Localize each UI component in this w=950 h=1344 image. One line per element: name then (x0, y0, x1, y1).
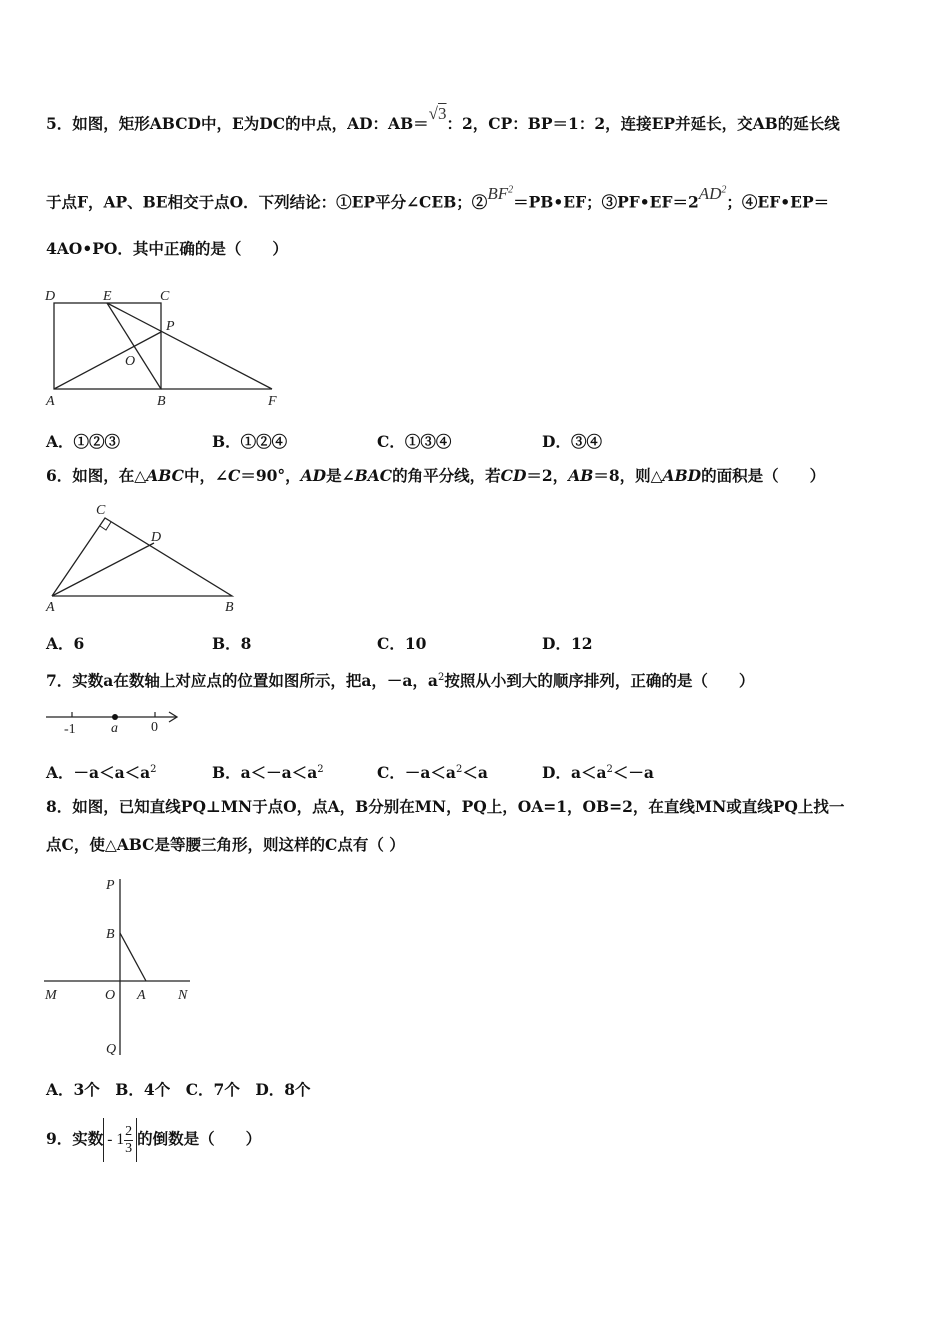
q6-option-c[interactable]: C．10 (377, 634, 427, 653)
q5-option-b[interactable]: B．①②④ (212, 432, 288, 451)
q7-line1: 7．实数a在数轴上对应点的位置如图所示，把a，－a，$a^2$按照从小到大的顺序排列，正确的是（ ） (46, 671, 755, 691)
q7-number-line (42, 704, 187, 738)
q8-figure (40, 875, 200, 1060)
q7-option-c[interactable]: C．$-a<a^2<a$ (377, 763, 488, 783)
q5-option-a[interactable]: A．①②③ (46, 432, 121, 451)
q7-option-b[interactable]: B．$a<-a<a^2$ (212, 763, 324, 783)
q5-line1: 5．如图，矩形ABCD中，E为DC的中点，AD：AB＝√3：2，CP：BP＝1：2，连接EP并延长，交AB的延长线 (46, 104, 840, 133)
q9-line1: 9．实数 - 1 $\frac{2}{3}$ 的倒数是（ ） (46, 1115, 261, 1163)
label-D: D (151, 530, 162, 545)
label-C: C (160, 289, 170, 304)
q5-option-d[interactable]: D．③④ (542, 432, 602, 451)
label-zero: 0 (151, 720, 158, 735)
q5-line3: 4AO•PO．其中正确的是（ ） (46, 239, 288, 258)
label-A: A (46, 394, 55, 409)
q6-figure (40, 498, 250, 618)
label-P: P (106, 878, 115, 893)
sqrt-expression: √3 (428, 104, 447, 123)
label-minus-one: -1 (64, 722, 76, 737)
label-O: O (125, 354, 136, 369)
q8-line2: 点C，使△ABC是等腰三角形，则这样的C点有（ ） (46, 835, 405, 854)
label-P: P (166, 319, 175, 334)
label-N: N (178, 988, 188, 1003)
label-D: D (45, 289, 56, 304)
label-A: A (46, 600, 55, 615)
fraction: $\frac{2}{3}$ (125, 1123, 133, 1156)
q5-line2: 于点F，AP、BE相交于点O．下列结论：①EP平分∠CEB；$②BF^2=PB•EF$；$③PF•EF=2AD^2$；④EF•EP＝ (46, 183, 830, 212)
label-B: B (106, 927, 115, 942)
q8-line1: 8．如图，已知直线PQ⊥MN于点O，点A，B分别在MN，PQ上，OA=1，OB=2，在直线MN或直线PQ上找一 (46, 797, 845, 816)
ad-squared: $AD^2$ (698, 183, 727, 203)
label-F: F (268, 394, 277, 409)
label-O: O (105, 988, 116, 1003)
label-a: a (111, 721, 118, 736)
label-M: M (45, 988, 57, 1003)
q7-option-a[interactable]: A．$-a<a<a^2$ (46, 763, 157, 783)
label-C: C (96, 503, 106, 518)
q6-option-d[interactable]: D．12 (542, 634, 593, 653)
bf-squared: $BF^2$ (487, 183, 514, 203)
q5-option-c[interactable]: C．①③④ (377, 432, 452, 451)
q6-option-a[interactable]: A．6 (46, 634, 85, 653)
label-B: B (157, 394, 166, 409)
absolute-value: - 1 $\frac{2}{3}$ (103, 1118, 137, 1162)
label-Q: Q (106, 1042, 117, 1057)
q8-options[interactable]: A．3个 B．4个 C．7个 D．8个 (46, 1080, 311, 1099)
q7-option-d[interactable]: D．$a<a^2<-a$ (542, 763, 654, 783)
q5-figure (40, 284, 290, 414)
label-B: B (225, 600, 234, 615)
q6-option-b[interactable]: B．8 (212, 634, 252, 653)
label-A: A (137, 988, 146, 1003)
label-E: E (103, 289, 112, 304)
q6-line1: 6．如图，在△ABC中，∠C＝90°，AD是∠BAC的角平分线，若CD＝2，AB＝8，则△ABD的面积是（ ） (46, 466, 826, 485)
